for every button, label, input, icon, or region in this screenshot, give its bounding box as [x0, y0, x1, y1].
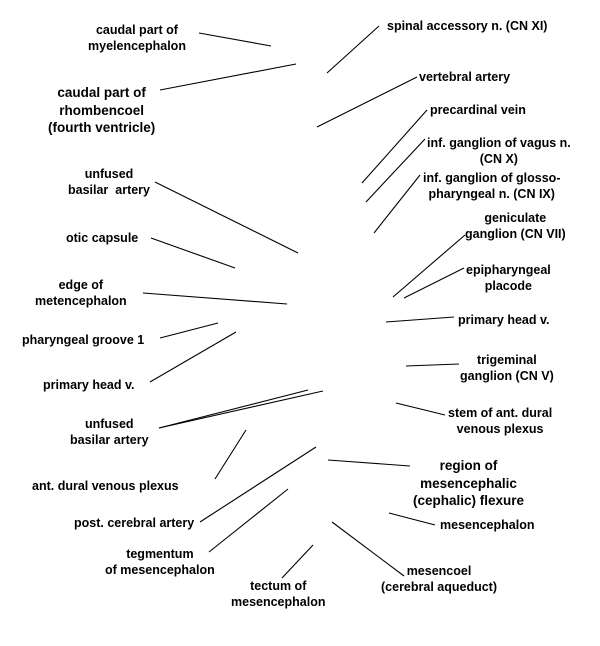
leader-ant-dural-venous-plexus [215, 430, 246, 479]
label-tectum-mesencephalon: tectum of mesencephalon [231, 579, 326, 609]
leader-post-cerebral-artery [200, 447, 316, 522]
leader-edge-metencephalon [143, 293, 287, 304]
label-vertebral-artery: vertebral artery [419, 70, 511, 84]
leader-mesencephalic-flexure [328, 460, 410, 466]
label-tegmentum-mesencephalon: tegmentum of mesencephalon [105, 547, 215, 577]
label-geniculate-ganglion: geniculate ganglion (CN VII) [465, 211, 566, 241]
label-unfused-basilar-artery-bottom: unfused basilar artery [70, 417, 149, 447]
leader-spinal-accessory [327, 26, 379, 73]
label-ant-dural-venous-plexus: ant. dural venous plexus [32, 479, 179, 493]
leader-epipharyngeal-placode [404, 268, 464, 298]
leader-inf-ganglion-vagus [366, 139, 425, 202]
leader-unfused-basilar-artery-bottom-b [159, 391, 323, 428]
leader-inf-ganglion-glosso [374, 175, 420, 233]
label-trigeminal-ganglion: trigeminal ganglion (CN V) [460, 353, 554, 383]
leader-primary-head-v-left [150, 332, 236, 382]
label-caudal-rhombencoel: caudal part of rhombencoel (fourth ventricle) [48, 85, 156, 135]
leader-caudal-myelencephalon [199, 33, 271, 46]
leader-geniculate-ganglion [393, 235, 465, 297]
label-precardinal-vein: precardinal vein [430, 103, 526, 117]
label-unfused-basilar-artery-top: unfused basilar artery [68, 167, 150, 197]
label-mesencephalic-flexure: region of mesencephalic (cephalic) flexure [413, 458, 525, 508]
label-pharyngeal-groove-1: pharyngeal groove 1 [22, 333, 145, 347]
leader-tegmentum-mesencephalon [209, 489, 288, 552]
leader-vertebral-artery [317, 77, 417, 127]
label-edge-metencephalon: edge of metencephalon [35, 278, 127, 308]
leader-pharyngeal-groove-1 [160, 323, 218, 338]
leader-unfused-basilar-artery-bottom-a [159, 390, 308, 428]
leader-tectum-mesencephalon [282, 545, 313, 578]
leader-stem-ant-dural [396, 403, 445, 415]
label-epipharyngeal-placode: epipharyngeal placode [466, 263, 551, 293]
label-primary-head-v-left: primary head v. [43, 378, 135, 392]
label-stem-ant-dural: stem of ant. dural venous plexus [448, 406, 553, 436]
label-mesencoel: mesencoel (cerebral aqueduct) [381, 564, 498, 594]
label-mesencephalon: mesencephalon [440, 518, 535, 532]
leader-primary-head-v-right [386, 317, 454, 322]
label-primary-head-v-right: primary head v. [458, 313, 550, 327]
label-inf-ganglion-glosso: inf. ganglion of glosso- pharyngeal n. (CN IX) [423, 171, 561, 201]
label-inf-ganglion-vagus: inf. ganglion of vagus n. (CN X) [427, 136, 571, 166]
leader-otic-capsule [151, 238, 235, 268]
label-otic-capsule: otic capsule [66, 231, 139, 245]
leader-caudal-rhombencoel [160, 64, 296, 90]
label-spinal-accessory: spinal accessory n. (CN XI) [387, 19, 548, 33]
label-post-cerebral-artery: post. cerebral artery [74, 516, 195, 530]
leader-mesencephalon [389, 513, 435, 525]
leader-unfused-basilar-artery-top [155, 182, 298, 253]
label-caudal-myelencephalon: caudal part of myelencephalon [88, 23, 186, 53]
leader-trigeminal-ganglion [406, 364, 459, 366]
